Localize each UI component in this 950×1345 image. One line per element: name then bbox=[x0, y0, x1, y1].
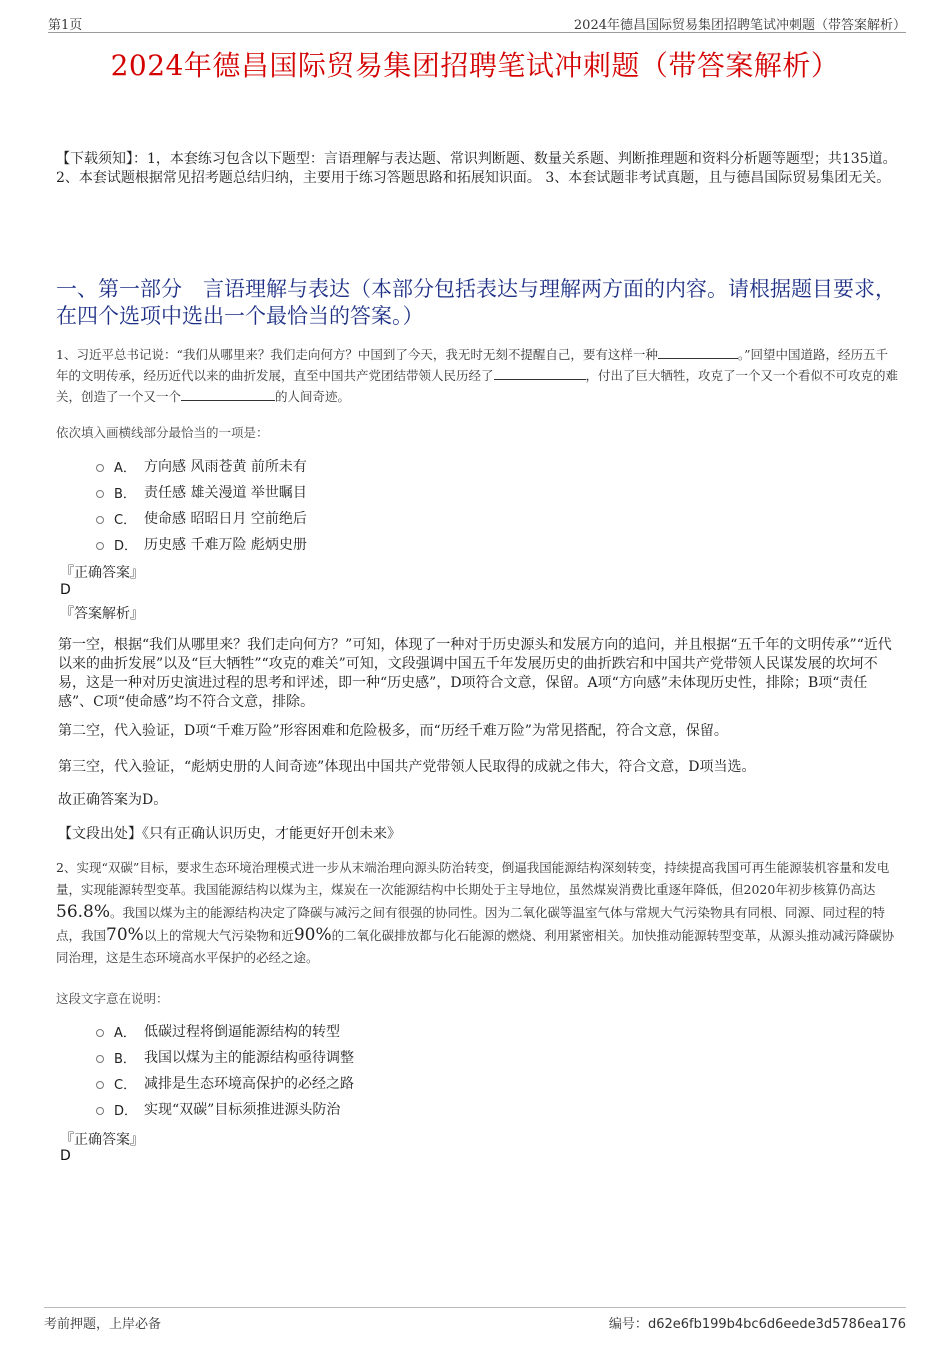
q1-stem-part-2: 。”回望中国道路，经历五千年的文明传承，经历近代以来的曲折发展，直至中国共产党团结带领人民历经了 bbox=[56, 347, 889, 383]
footer-code bbox=[609, 1313, 906, 1332]
option-text: 使命感 昭昭日月 空前绝后 bbox=[144, 511, 307, 527]
footer-slogan: 考前押题，上岸必备 bbox=[44, 1317, 162, 1332]
q1-analysis-para-3: 第三空，代入验证，“彪炳史册的人间奇迹”体现出中国共产党带领人民取得的成就之伟大，符合文意，D项当选。 bbox=[58, 759, 756, 775]
q2-answer-label: 『正确答案』 bbox=[60, 1132, 144, 1148]
option-text: 我国以煤为主的能源结构亟待调整 bbox=[144, 1050, 354, 1066]
footer-divider bbox=[44, 1307, 906, 1308]
question-1-options bbox=[96, 453, 307, 557]
option-letter: B． bbox=[114, 1051, 136, 1067]
download-notice: 【下载须知】：1，本套练习包含以下题型：言语理解与表达题、常识判断题、数量关系题、判断推理题和资料分析题等题型；共135道。 2、本套试题根据常见招考题总结归纳，主要用于练习答题思路和拓展知识面。 3、本套试题非考试真题，且与德昌国际贸易集团无关。 bbox=[56, 151, 897, 186]
question-1-prompt: 依次填入画横线部分最恰当的一项是： bbox=[56, 425, 269, 440]
question-2-options bbox=[96, 1018, 354, 1122]
q2-stem-part-4: 的二氧化碳排放都与化石能源的燃烧、利用紧密相关。加快推动能源转型变革，从源头推动减污降碳协同治理，这是生态环境高水平保护的必经之途。 bbox=[56, 928, 895, 965]
section-heading: 一、第一部分 言语理解与表达（本部分包括表达与理解两方面的内容。请根据题目要求，在四个选项中选出一个最恰当的答案。） bbox=[56, 277, 896, 328]
q1-source: 【文段出处】《只有正确认识历史，才能更好开创未来》 bbox=[58, 826, 401, 842]
q2-value-coal-share: 56.8% bbox=[56, 902, 111, 922]
option-c[interactable] bbox=[96, 505, 307, 531]
q2-stem-part-2: 。我国以煤为主的能源结构决定了降碳与减污之间有很强的协同性。因为二氧化碳等温室气体与常规大气污染物具有同根、同源、同过程的特点，我国 bbox=[56, 905, 886, 943]
option-text: 实现“双碳”目标须推进源头防治 bbox=[144, 1102, 341, 1118]
q1-stem-part-1: 1、习近平总书记说：“我们从哪里来？我们走向何方？中国到了今天，我无时无刻不提醒自己，要有这样一种 bbox=[56, 347, 658, 362]
q2-stem-part-3: 以上的常规大气污染物和近 bbox=[143, 928, 294, 943]
radio-icon[interactable] bbox=[96, 516, 104, 524]
option-text: 减排是生态环境高保护的必经之路 bbox=[144, 1076, 354, 1092]
header-doc-name: 2024年德昌国际贸易集团招聘笔试冲刺题（带答案解析） bbox=[573, 18, 906, 33]
option-letter: C． bbox=[114, 1077, 137, 1093]
q2-value-pollutants: 70% bbox=[106, 925, 144, 945]
option-b[interactable] bbox=[96, 479, 307, 505]
option-letter: A． bbox=[114, 1025, 136, 1041]
option-text: 责任感 雄关漫道 举世瞩目 bbox=[144, 485, 307, 501]
option-letter: B． bbox=[114, 486, 136, 502]
option-c[interactable] bbox=[96, 1070, 354, 1096]
radio-icon[interactable] bbox=[96, 542, 104, 550]
option-d[interactable] bbox=[96, 1096, 354, 1122]
option-letter: A． bbox=[114, 460, 136, 476]
q1-answer-label: 『正确答案』 bbox=[60, 565, 144, 581]
option-text: 低碳过程将倒逼能源结构的转型 bbox=[144, 1024, 340, 1040]
q1-analysis-para-1: 第一空，根据“我们从哪里来？我们走向何方？”可知，体现了一种对于历史源头和发展方向的追问，并且根据“五千年的文明传承”“近代以来的曲折发展”以及“巨大牺牲”“攻克的难关”可知，文段强调中国五千年发展历史的曲折跌宕和中国共产党带领人民谋发展的坎坷不易，这是一种对历史演进过程的思考和评述，即一种“历史感”，D项符合文意，保留。A项“方向感”未体现历史性，排除；B项“责任感”、C项“使命感”均不符合文意，排除。 bbox=[58, 637, 892, 710]
option-text: 方向感 风雨苍黄 前所未有 bbox=[144, 459, 307, 475]
page-number: 第1页 bbox=[48, 18, 83, 33]
q1-analysis-para-4: 故正确答案为D。 bbox=[58, 792, 168, 808]
q1-stem-part-3: ，付出了巨大牺牲，攻克了一个又一个看似不可攻克的难关，创造了一个又一个 bbox=[56, 368, 899, 404]
radio-icon[interactable] bbox=[96, 1055, 104, 1063]
radio-icon[interactable] bbox=[96, 1107, 104, 1115]
radio-icon[interactable] bbox=[96, 464, 104, 472]
option-letter: C． bbox=[114, 512, 137, 528]
blank-3 bbox=[181, 387, 275, 401]
footer-code-label: 编号： bbox=[608, 1317, 648, 1332]
option-a[interactable] bbox=[96, 1018, 354, 1044]
q1-stem-part-4: 的人间奇迹。 bbox=[275, 389, 351, 404]
option-text: 历史感 千难万险 彪炳史册 bbox=[144, 537, 307, 553]
option-b[interactable] bbox=[96, 1044, 354, 1070]
option-d[interactable] bbox=[96, 531, 307, 557]
q2-value-co2: 90% bbox=[293, 925, 332, 945]
blank-1 bbox=[658, 345, 738, 359]
q2-stem-part-1: 2、实现“双碳”目标，要求生态环境治理模式进一步从末端治理向源头防治转变，倒逼我国能源结构深刻转变，持续提高我国可再生能源装机容量和发电量，实现能源转型变革。我国能源结构以煤为主，煤炭在一次能源结构中长期处于主导地位，虽然煤炭消费比重逐年降低，但2020年初步核算仍高达 bbox=[56, 860, 890, 897]
option-letter: D． bbox=[114, 1103, 138, 1119]
option-letter: D． bbox=[114, 538, 138, 554]
radio-icon[interactable] bbox=[96, 490, 104, 498]
option-a[interactable] bbox=[96, 453, 307, 479]
question-2-stem bbox=[56, 857, 900, 969]
q2-answer: D bbox=[60, 1148, 71, 1164]
question-1-stem bbox=[56, 344, 900, 407]
document-title: 2024年德昌国际贸易集团招聘笔试冲刺题（带答案解析） bbox=[110, 49, 840, 82]
q1-answer: D bbox=[60, 582, 71, 598]
radio-icon[interactable] bbox=[96, 1029, 104, 1037]
q1-analysis-label: 『答案解析』 bbox=[60, 606, 144, 622]
footer-code-value: d62e6fb199b4bc6d6eede3d5786ea176 bbox=[647, 1317, 906, 1332]
q1-analysis-para-2: 第二空，代入验证，D项“千难万险”形容困难和危险极多，而“历经千难万险”为常见搭配，符合文意，保留。 bbox=[58, 723, 728, 739]
page-header bbox=[48, 12, 906, 33]
question-2-prompt: 这段文字意在说明： bbox=[56, 991, 169, 1006]
radio-icon[interactable] bbox=[96, 1081, 104, 1089]
blank-2 bbox=[494, 366, 586, 380]
